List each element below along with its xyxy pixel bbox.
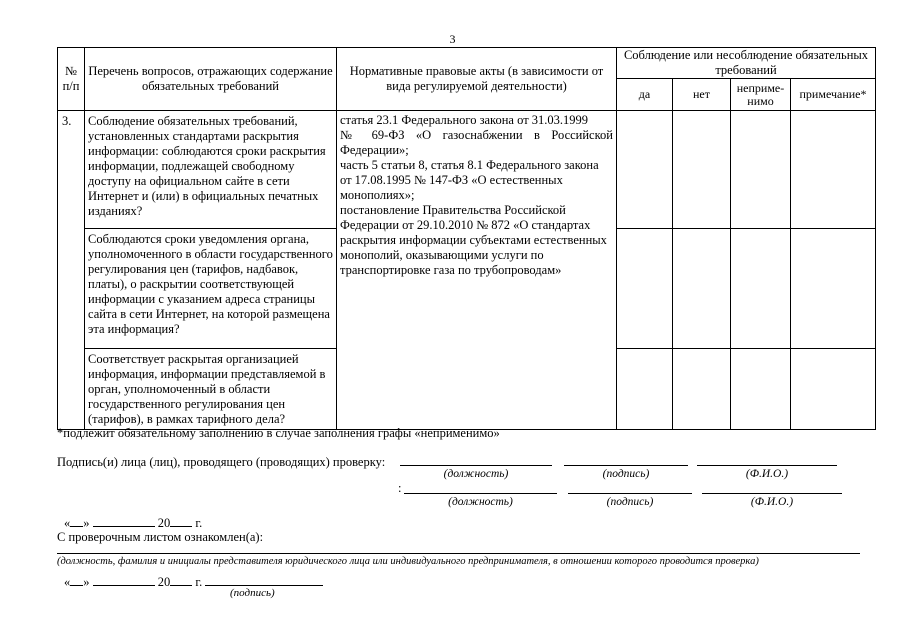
acknowledgement-label: С проверочным листом ознакомлен(а):	[57, 530, 264, 544]
answer-yes-cell[interactable]	[617, 229, 673, 349]
position-line-1[interactable]	[400, 465, 552, 466]
day-blank[interactable]	[70, 573, 83, 586]
answer-no-cell[interactable]	[673, 229, 731, 349]
header-acts: Нормативные правовые акты (в зависимости от вида регулируемой деятельности)	[337, 48, 617, 111]
date-line-2: « » 20 г.	[64, 573, 323, 590]
name-caption: (Ф.И.О.)	[745, 468, 789, 480]
question-cell: Соответствует раскрытая организацией информация, информации представляемой в орган, уполномоченный в области государственного регулирования цен (тарифов), в рамках тарифного дела?	[85, 349, 337, 430]
header-note: примечание*	[791, 79, 876, 111]
sign-caption: (подпись)	[606, 496, 654, 508]
answer-yes-cell[interactable]	[617, 349, 673, 430]
header-num: № п/п	[58, 48, 85, 111]
answer-no-cell[interactable]	[673, 349, 731, 430]
month-blank[interactable]	[93, 573, 155, 586]
answer-note-cell[interactable]	[791, 111, 876, 229]
answer-na-cell[interactable]	[731, 229, 791, 349]
answer-note-cell[interactable]	[791, 229, 876, 349]
year-blank[interactable]	[170, 514, 192, 527]
answer-note-cell[interactable]	[791, 349, 876, 430]
month-blank[interactable]	[93, 514, 155, 527]
sign-line-1[interactable]	[564, 465, 688, 466]
row-number: 3.	[58, 111, 85, 430]
act-line: постановление Правительства Российской Федерации от 29.10.2010 № 872 «О стандартах раскрытия информации субъектами естественных монополий, оказывающими услуги по транспортировке газа по трубопроводам»	[340, 203, 607, 277]
sign-line-2[interactable]	[568, 493, 692, 494]
page-number: 3	[449, 32, 456, 46]
day-blank[interactable]	[70, 514, 83, 527]
acknowledgement-caption: (должность, фамилия и инициалы представителя юридического лица или индивидуального предпринимателя, в отношении которого проводится проверка)	[57, 556, 759, 567]
position-line-2[interactable]	[404, 493, 557, 494]
act-line: статья 23.1 Федерального закона от 31.03.1999	[340, 113, 589, 127]
signature-label: Подпись(и) лица (лиц), проводящего (проводящих) проверку:	[57, 455, 386, 469]
checklist-table	[57, 47, 876, 430]
answer-na-cell[interactable]	[731, 349, 791, 430]
name-line-1[interactable]	[697, 465, 837, 466]
year-blank[interactable]	[170, 573, 192, 586]
date-line: « » 20 г.	[64, 516, 203, 530]
header-no: нет	[673, 79, 731, 111]
position-caption: (должность)	[448, 496, 513, 508]
colon: :	[398, 481, 402, 495]
act-line: часть 5 статьи 8, статья 8.1 Федерального закона от 17.08.1995 № 147-ФЗ «О естественных монополиях»;	[340, 158, 599, 202]
acts-cell	[337, 111, 617, 430]
answer-na-cell[interactable]	[731, 111, 791, 229]
name-caption: (Ф.И.О.)	[750, 496, 794, 508]
answer-yes-cell[interactable]	[617, 111, 673, 229]
act-line: № 69-ФЗ «О газоснабжении в Российской Федерации»;	[340, 128, 613, 157]
sign-caption: (подпись)	[602, 468, 650, 480]
name-line-2[interactable]	[702, 493, 842, 494]
acknowledgement-line[interactable]	[57, 553, 860, 554]
position-caption: (должность)	[443, 468, 509, 480]
footnote: *подлежит обязательному заполнению в случае заполнения графы «неприменимо»	[57, 426, 500, 440]
header-yes: да	[617, 79, 673, 111]
answer-no-cell[interactable]	[673, 111, 731, 229]
question-cell: Соблюдаются сроки уведомления органа, уполномоченного в области государственного регулирования цен (тарифов, надбавок, платы), о раскрытии соответствующей информации с указанием адреса страницы сайта в сети Интернет, на которой размещена эта информация?	[85, 229, 337, 349]
header-questions: Перечень вопросов, отражающих содержание обязательных требований	[85, 48, 337, 111]
acknowledgement-sign-line[interactable]	[205, 573, 323, 586]
question-cell: Соблюдение обязательных требований, установленных стандартами раскрытия информации: соблюдаются сроки раскрытия информации, подлежащей свободному доступу на официальном сайте в сети Интернет и (или) в официальных печатных изданиях?	[85, 111, 337, 229]
acknowledgement-sign-caption: (подпись)	[230, 587, 275, 599]
header-not-applicable: неприме-нимо	[731, 79, 791, 111]
header-compliance-group: Соблюдение или несоблюдение обязательных требований	[617, 48, 876, 79]
